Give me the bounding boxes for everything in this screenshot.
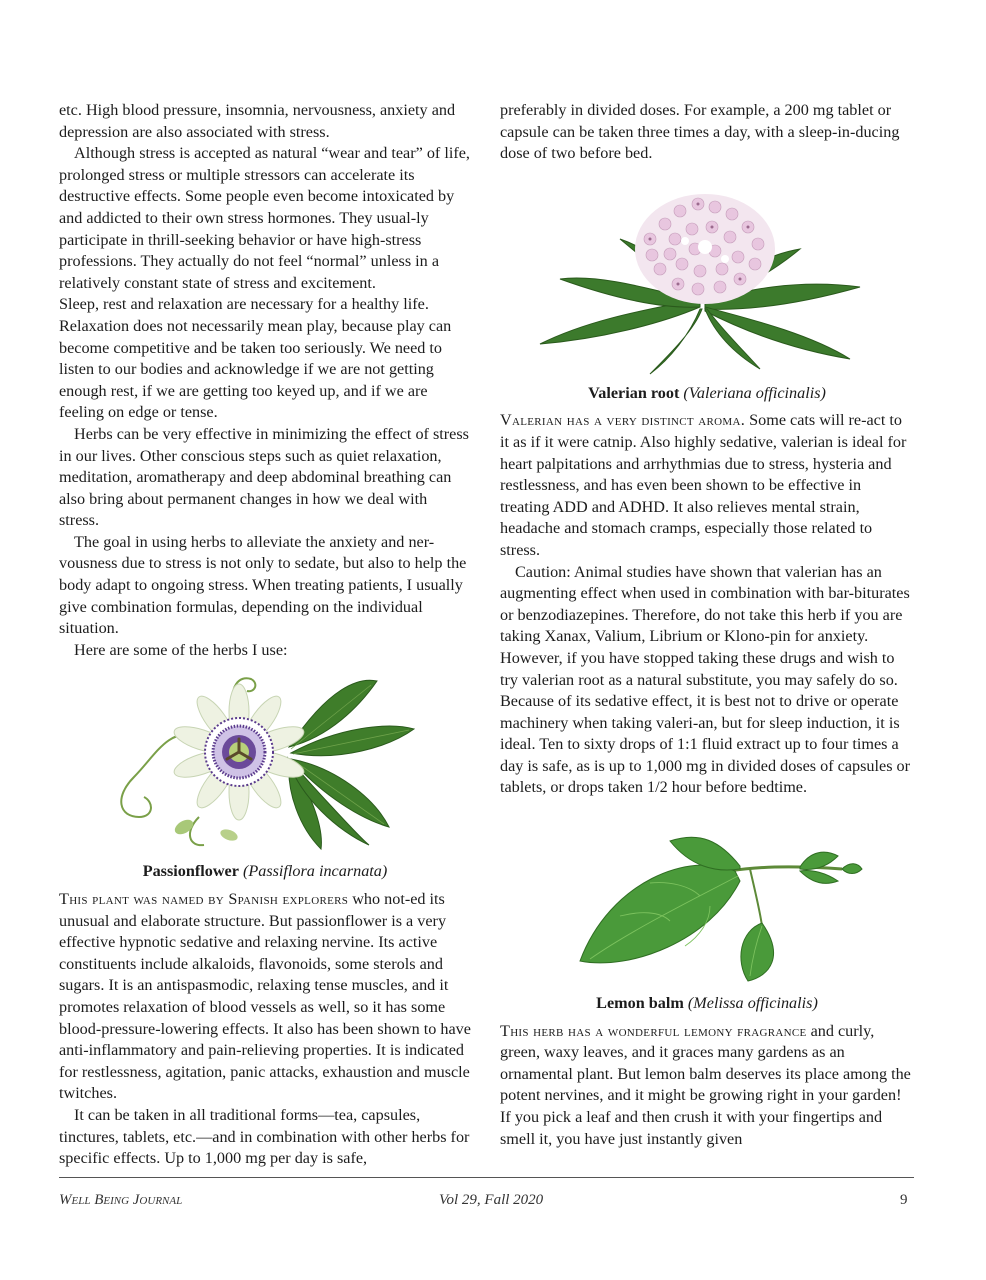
body-paragraph: preferably in divided doses. For example, a 200 mg tablet or capsule can be taken three times a day, with a sleep-in-ducing dose of two before bed.	[500, 101, 900, 163]
caution-paragraph: Caution: Animal studies have shown that valerian has an augmenting effect when used in combination with bar-biturates or benzodiazepines. Therefore, do not take this herb if you are taking Xanax, Valium, Librium or Klono-pin for anxiety. However, if you have stopped taking these drugs and wish to try valerian root as a natural substitute, you may safely do so. Because of its sedative effect, it is best not to drive or operate machinery when taking valeri-an, but for sleep induction, it is ideal. Ten to sixty drops of 1:1 fluid extract up to four times a day is safe, as is up to 1,000 mg in divided doses of capsules or tablets, or drops taken 1/2 hour before bedtime.	[500, 562, 911, 797]
caption-scientific-name: (Valeriana officinalis)	[683, 383, 826, 402]
body-paragraph: Here are some of the herbs I use:	[74, 640, 288, 659]
lemon-balm-figure	[500, 811, 914, 989]
body-paragraph: Herbs can be very effective in minimizing the effect of stress in our lives. Other conscious steps such as quiet relaxation, meditation, aromatherapy and deep abdominal breathing can also bring about permanent changes in how we deal with stress.	[59, 424, 469, 530]
lead-in-smallcaps: This plant was named by Spanish explorers	[59, 890, 349, 909]
body-paragraph: Although stress is accepted as natural “wear and tear” of life, prolonged stress or multiple stressors can accelerate its destructive effects. Some people even become intoxicated by and addicted to their own stress hormones. They usual-ly participate in thrill-seeking behavior or have high-stress professions. They actually do not feel “normal” unless in a relatively constant state of stress and excitement.	[59, 144, 470, 292]
passionflower-illustration	[59, 667, 471, 853]
lead-in-smallcaps: Valerian has a very distinct aroma.	[500, 411, 746, 430]
passionflower-description	[59, 889, 471, 1105]
body-paragraph: It can be taken in all traditional forms—tea, capsules, tinctures, tablets, etc.—and in combination with other herbs for specific effects. Up to 1,000 mg per day is safe,	[59, 1105, 470, 1168]
lemon-balm-illustration	[500, 811, 914, 989]
passionflower-caption	[59, 861, 471, 883]
valerian-caption	[500, 383, 914, 405]
body-paragraph: The goal in using herbs to alleviate the anxiety and ner-vousness due to stress is not only to sedate, but also to help the body adapt to ongoing stress. When treating patients, I usually give combination formulas, depending on the individual situation.	[59, 532, 467, 638]
body-paragraph: Sleep, rest and relaxation are necessary for a healthy life. Relaxation does not necessarily mean play, because play can become competitive and be taken too seriously. We need to listen to our bodies and acknowledge if we are not getting enough rest, if we are getting too keyed up, and if we are feeling on edge or tense.	[59, 295, 452, 422]
caption-common-name: Valerian root	[588, 383, 680, 402]
valerian-description	[500, 410, 914, 561]
caption-common-name: Lemon balm	[596, 994, 684, 1013]
body-text: Some cats will re-act to it as if it were catnip. Also highly sedative, valerian is ideal for heart palpitations and arrhythmias due to stress, hysteria and restlessness, and has even been shown to be effective in treating ADD and ADHD. It also relieves mental strain, headache and stomach cramps, especially those related to stress.	[500, 411, 907, 559]
left-column	[59, 100, 471, 1170]
valerian-illustration	[500, 169, 914, 377]
body-text: and curly, green, waxy leaves, and it graces many gardens as an ornamental plant. But lemon balm deserves its place among the potent nervines, and it might be growing right in your garden! If you pick a leaf and then crush it with your fingertips and smell it, you have just instantly given	[500, 1021, 911, 1148]
page-number: 9	[900, 1192, 908, 1208]
body-text: who not-ed its unusual and elaborate structure. But passionflower is a very effective hypnotic sedative and relaxing nervine. Its active constituents include alkaloids, flavonoids, some sterols and sugars. It is an antispasmodic, relaxing tense muscles, and it promotes relaxation of blood vessels as well, so it has some blood-pressure-lowering effects. It also has been shown to have anti-inflammatory and pain-relieving properties. It is indicated for restlessness, agitation, panic attacks, exhaustion and muscle twitches.	[59, 890, 471, 1103]
lemon-balm-caption	[500, 993, 914, 1015]
lemon-balm-description	[500, 1021, 914, 1151]
caption-scientific-name: (Passiflora incarnata)	[242, 862, 388, 881]
body-paragraph: etc. High blood pressure, insomnia, nervousness, anxiety and depression are also associated with stress.	[59, 101, 456, 141]
lead-in-smallcaps: This herb has a wonderful lemony fragrance	[500, 1021, 807, 1040]
footer-divider	[59, 1177, 914, 1178]
footer-publication: Well Being Journal	[59, 1192, 183, 1208]
right-column	[500, 100, 914, 1150]
caption-common-name: Passionflower	[142, 862, 239, 881]
footer-issue: Vol 29, Fall 2020	[439, 1192, 544, 1208]
valerian-figure	[500, 169, 914, 377]
caption-scientific-name: (Melissa officinalis)	[687, 994, 818, 1013]
passionflower-figure	[59, 667, 471, 853]
